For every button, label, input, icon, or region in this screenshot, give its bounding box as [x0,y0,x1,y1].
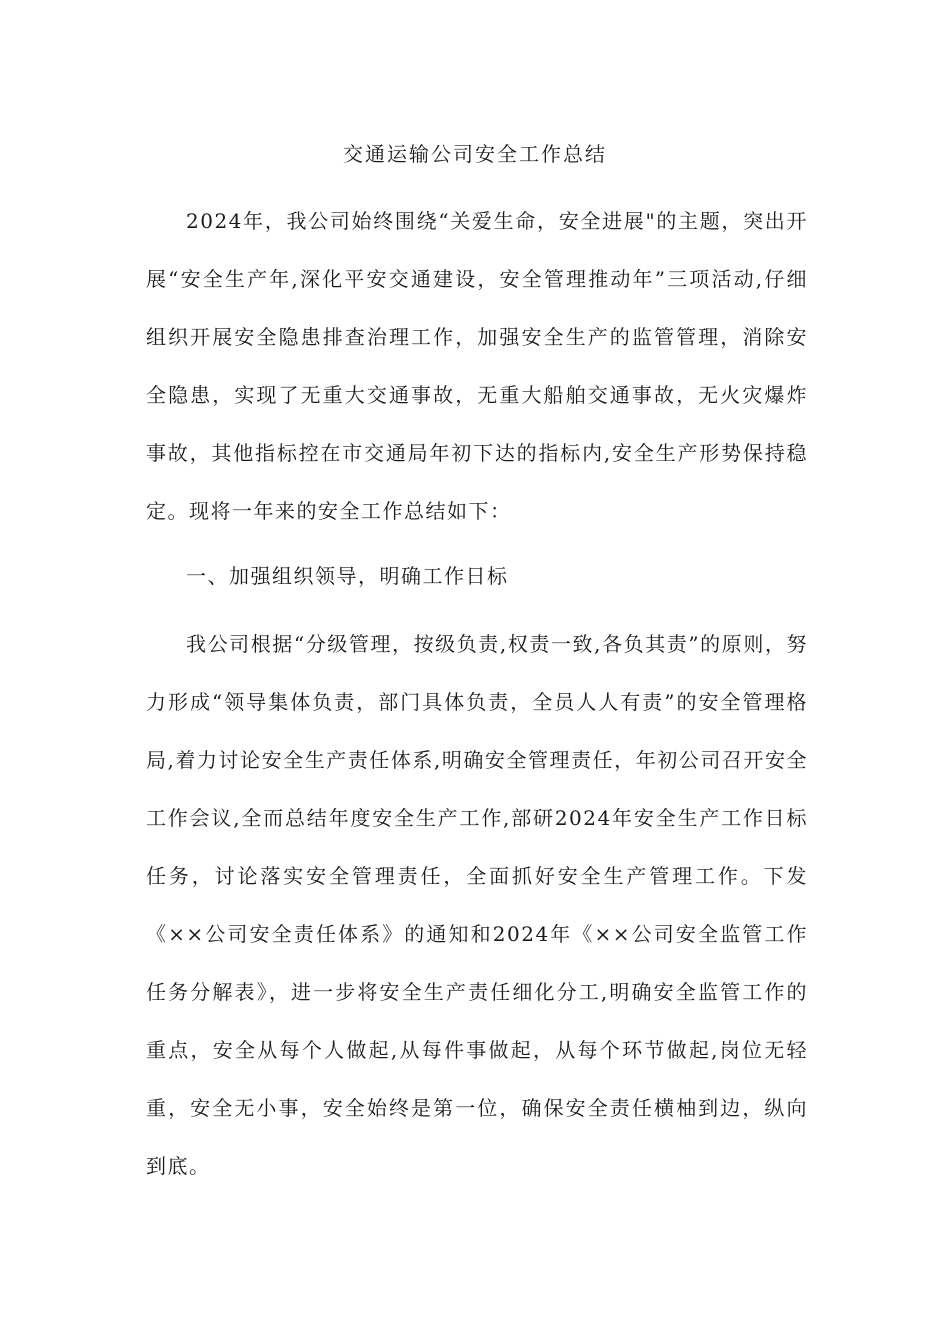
section-paragraph: 我公司根据“分级管理，按级负责,权责一致,各负其责”的原则，努力形成“领导集体负责，部门具体负责，全员人人有责”的安全管理格局,着力讨论安全生产责任体系,明确安全管理责任，年初公司召开安全工作会议,全而总结年度安全生产工作,部研2024年安全生产工作日标任务，讨论落实安全管理责任，全面抓好安全生产管理工作。下发《××公司安全责任体系》的通知和2024年《××公司安全监管工作任务分解表》，进一步将安全生产责任细化分工,明确安全监管工作的重点，安全从每个人做起,从每件事做起，从每个环节做起,岗位无轻重，安全无小事，安全始终是第一位，确保安全责任横柚到边，纵向到底。 [146,632,808,1178]
section-heading: 一、加强组织领导，明确工作日标 [186,564,509,588]
document-title: 交通运输公司安全工作总结 [343,142,607,166]
intro-paragraph: 2024年，我公司始终围绕“关爱生命，安全进展"的主题，突出开展“安全生产年,深化平安交通建设，安全管理推动年”三项活动,仔细组织开展安全隐患排查治理工作，加强安全生产的监管管理，消除安全隐患，实现了无重大交通事故，无重大船舶交通事故，无火灾爆炸事故，其他指标控在市交通局年初下达的指标内,安全生产形势保持稳定。现将一年来的安全工作总结如下： [146,209,808,523]
